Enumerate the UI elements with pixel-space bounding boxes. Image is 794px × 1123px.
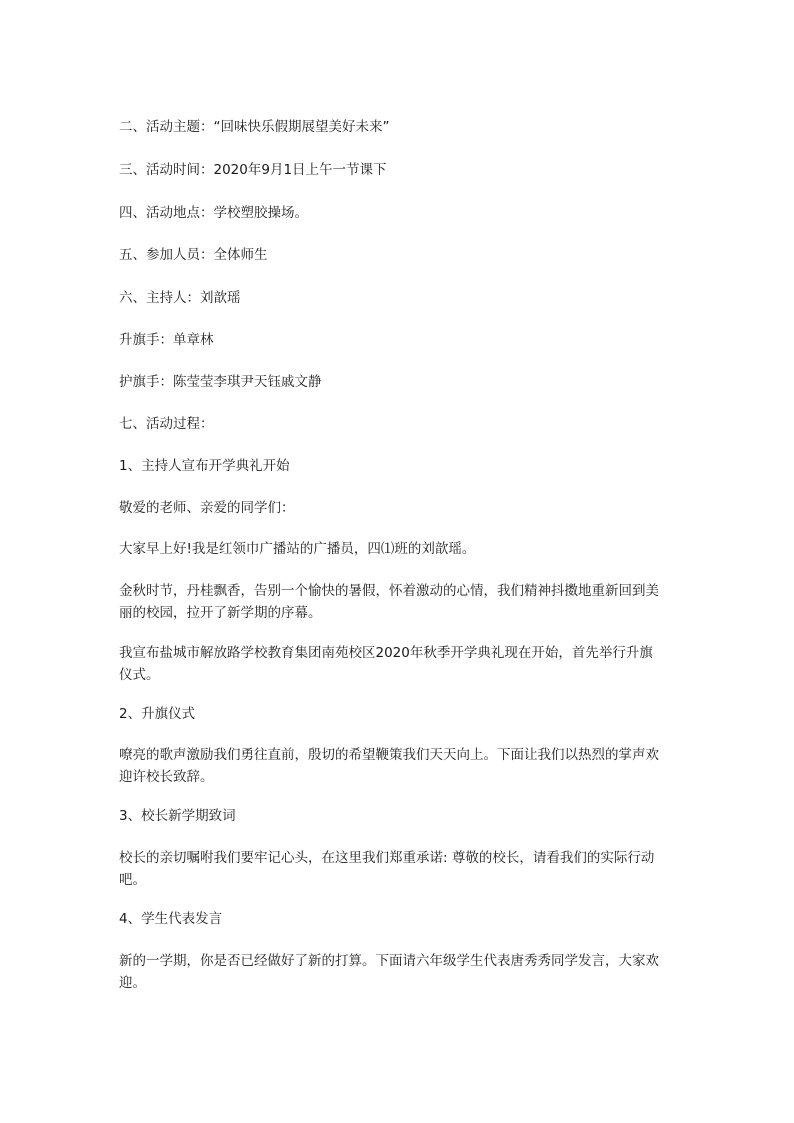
paragraph-line: 新的一学期，你是否已经做好了新的打算。下面请六年级学生代表唐秀秀同学发言，大家欢 <box>119 953 659 969</box>
paragraph-line: 金秋时节，丹桂飘香，告别一个愉快的暑假，怀着激动的心情，我们精神抖擞地重新回到美 <box>119 583 659 599</box>
paragraph-line: 迎。 <box>119 975 146 991</box>
host: 六、主持人：刘歆瑶 <box>119 290 241 306</box>
activity-theme: 二、活动主题：“回味快乐假期展望美好未来” <box>119 119 390 135</box>
step2-heading: 2、升旗仪式 <box>119 706 196 722</box>
paragraph-line: 嘹亮的歌声激励我们勇往直前，殷切的希望鞭策我们天天向上。下面让我们以热烈的掌声欢 <box>119 747 659 763</box>
paragraph-student-speech <box>119 950 679 994</box>
self-intro: 大家早上好!我是红领巾广播站的广播员，四⑴班的刘歆瑶。 <box>119 541 476 557</box>
paragraph-line: 迎许校长致辞。 <box>119 769 214 785</box>
paragraph-autumn <box>119 580 679 624</box>
paragraph-anthem <box>119 744 679 788</box>
step3-heading: 3、校长新学期致词 <box>119 808 236 824</box>
flag-raiser: 升旗手：单章林 <box>119 332 214 348</box>
step4-heading: 4、学生代表发言 <box>119 911 223 927</box>
paragraph-line: 校长的亲切嘱咐我们要牢记心头，在这里我们郑重承诺: 尊敬的校长，请看我们的实际行动 <box>119 850 655 866</box>
step1-heading: 1、主持人宣布开学典礼开始 <box>119 458 290 474</box>
activity-location: 四、活动地点：学校塑胶操场。 <box>119 205 308 221</box>
flag-guards: 护旗手：陈莹莹李琪尹天钰戚文静 <box>119 374 322 390</box>
greeting: 敬爱的老师、亲爱的同学们： <box>119 500 295 516</box>
paragraph-line: 我宣布盐城市解放路学校教育集团南苑校区2020年秋季开学典礼现在开始，首先举行升旗 <box>119 645 653 661</box>
participants: 五、参加人员：全体师生 <box>119 247 268 263</box>
paragraph-principal <box>119 847 679 891</box>
activity-process-heading: 七、活动过程： <box>119 416 214 432</box>
paragraph-line: 丽的校园，拉开了新学期的序幕。 <box>119 605 322 621</box>
paragraph-line: 吧。 <box>119 872 146 888</box>
activity-time: 三、活动时间：2020年9月1日上午一节课下 <box>119 162 387 178</box>
paragraph-line: 仪式。 <box>119 667 160 683</box>
paragraph-announce <box>119 642 679 686</box>
